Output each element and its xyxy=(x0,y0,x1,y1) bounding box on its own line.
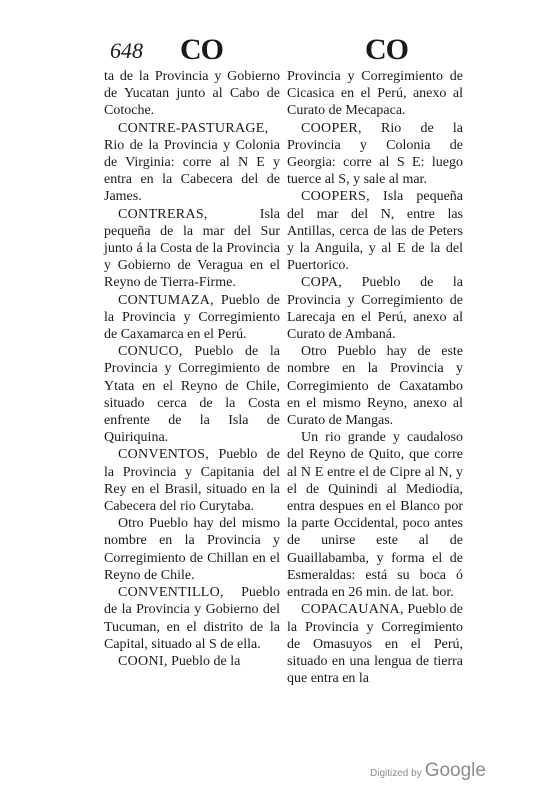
dictionary-entry: COONI, Pueblo de la xyxy=(118,653,241,669)
entry-headword: COOPERS, xyxy=(301,189,370,205)
entry-headword: COPA, xyxy=(301,275,343,291)
entry-headword: CONTRERAS, xyxy=(118,206,208,222)
dictionary-entry: CONVENTILLO, Pueblo de la Provincia y Gobierno del Tucuman, en el distrito de la Capital, situado al S de ella. xyxy=(104,585,280,652)
dictionary-entry: CONUCO, Pueblo de la Provincia y Corregimiento de Ytata en el Reyno de Chile, situado cerca de la Costa enfrente de la Isla de Quiriquina. xyxy=(104,344,280,446)
google-watermark xyxy=(370,760,486,782)
running-head-right: CO xyxy=(365,33,408,66)
left-column xyxy=(104,68,280,670)
entry-headword: CONTUMAZA, xyxy=(118,292,214,308)
dictionary-entry: COOPER, Rio de la Provincia y Colonia de Georgia: corre al S E: luego tuerce al S, y sale al mar. xyxy=(287,120,463,188)
running-head-left: CO xyxy=(180,33,223,66)
dictionary-entry: CONVENTOS, Pueblo de la Provincia y Capitania del Rey en el Brasil, situado en la Cabecera del rio Curytaba. xyxy=(104,447,280,515)
dictionary-entry: Provincia y Corregimiento de Cicasica en el Perú, anexo al Curato de Mecapaca. xyxy=(287,69,463,119)
dictionary-entry: Otro Pueblo hay de este nombre en la Provincia y Corregimiento de Caxatambo en el mismo Reyno, anexo al Curato de Mangas. xyxy=(287,344,463,429)
entry-headword: CONVENTILLO, xyxy=(118,585,224,601)
dictionary-entry: ta de la Provincia y Gobierno de Yucatan junto al Cabo de Cotoche. xyxy=(104,69,280,119)
entry-headword: CONVENTOS, xyxy=(118,447,210,463)
entry-headword: CONTRE-PASTURAGE, xyxy=(118,120,269,136)
page-number: 648 xyxy=(110,38,143,63)
dictionary-entry: COPA, Pueblo de la Provincia y Corregimiento de Larecaja en el Perú, anexo al Curato de Ambaná. xyxy=(287,275,463,343)
entry-headword: COPACAUANA, xyxy=(301,602,404,618)
google-logo: Google xyxy=(424,760,486,781)
dictionary-entry: CONTRERAS, Isla pequeña de la mar del Sur junto á la Costa de la Provincia y Gobierno de Veragua en el Reyno de Tierra-Firme. xyxy=(104,206,280,291)
dictionary-entry: COOPERS, Isla pequeña del mar del N, entre las Antillas, cerca de las de Peters y la Anguila, y al E de la del Puertorico. xyxy=(287,189,463,274)
entry-headword: CONUCO, xyxy=(118,344,183,360)
dictionary-entry: COPACAUANA, Pueblo de la Provincia y Corregimiento de Omasuyos en el Perú, situado en una lengua de tierra que entra en la xyxy=(287,602,463,687)
dictionary-entry: CONTUMAZA, Pueblo de la Provincia y Corregimiento de Caxamarca en el Perú. xyxy=(104,292,280,343)
dictionary-entry: CONTRE-PASTURAGE, Rio de la Provincia y Colonia de Virginia: corre al N E y entra en la Cabecera del de James. xyxy=(104,120,280,205)
dictionary-entry: Un rio grande y caudaloso del Reyno de Quito, que corre al N E entre el de Cipre al N, y el de Quinindi al Mediodia, entra despues en el Blanco por la parte Occidental, poco antes de unirse este al de Guaillabamba, y forma el de Esmeraldas: está su boca ó entrada en 26 min. de lat. bor. xyxy=(287,430,463,601)
right-column xyxy=(287,68,463,687)
entry-headword: COONI, xyxy=(118,653,168,669)
watermark-prefix: Digitized by xyxy=(370,768,422,779)
dictionary-entry: Otro Pueblo hay del mismo nombre en la Provincia y Corregimiento de Chillan en el Reyno de Chile. xyxy=(104,516,280,583)
entry-headword: COOPER, xyxy=(301,120,362,136)
